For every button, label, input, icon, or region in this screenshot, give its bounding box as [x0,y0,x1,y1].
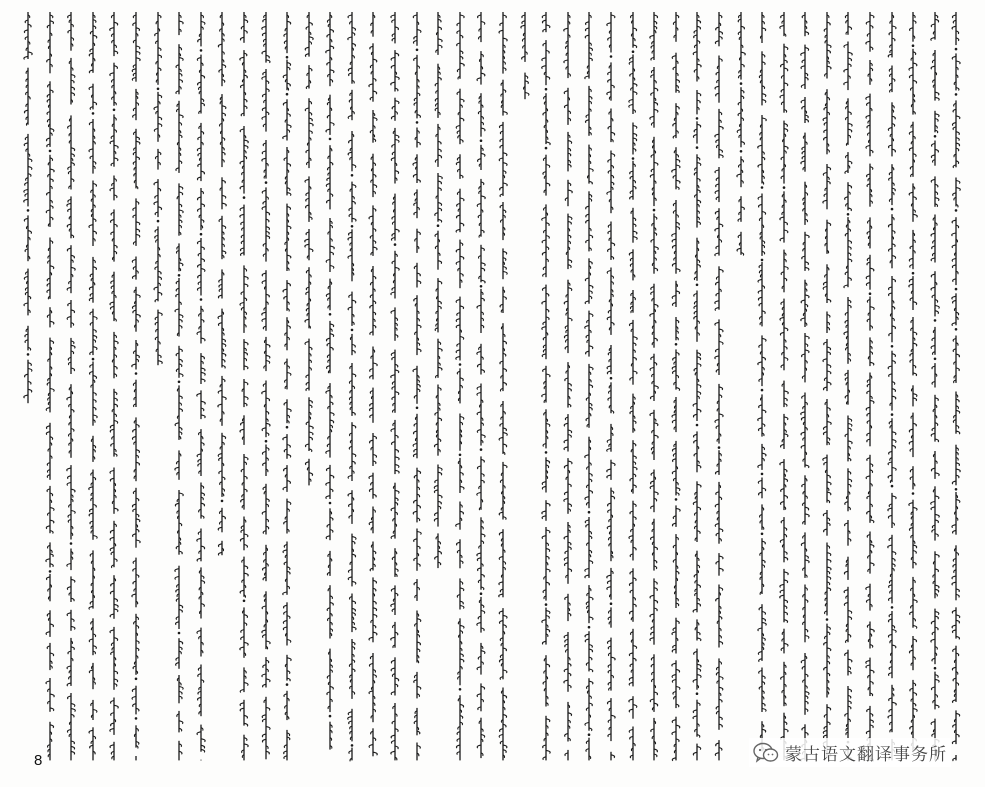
text-column [411,8,423,778]
wechat-icon [753,742,779,764]
text-column [44,8,56,778]
text-column [324,8,336,778]
page-number: 8 [34,752,43,769]
text-column [799,8,811,778]
mongolian-text-columns [22,8,972,778]
text-column [605,8,617,778]
text-column [540,8,552,778]
text-column [821,8,833,778]
text-column [583,8,595,778]
text-column [735,8,747,778]
text-column [22,8,34,778]
text-column [562,8,574,778]
text-column [65,8,77,778]
text-column [303,8,315,778]
watermark [749,738,951,767]
text-column [216,8,228,778]
text-column [346,8,358,778]
text-column [713,8,725,778]
text-column [950,8,962,778]
text-column [497,8,509,778]
text-column [842,8,854,778]
text-column [886,8,898,778]
text-column [475,8,487,778]
text-column [627,8,639,778]
text-column [691,8,703,778]
text-column [238,8,250,778]
text-column [281,8,293,778]
text-column [756,8,768,778]
text-column [87,8,99,778]
text-column [907,8,919,778]
text-column [454,8,466,778]
text-column [389,8,401,778]
text-column [130,8,142,778]
text-column [173,8,185,778]
text-column [195,8,207,778]
text-column [648,8,660,778]
text-column [864,8,876,778]
text-column [929,8,941,778]
text-column [670,8,682,778]
text-column [519,8,531,778]
text-column [367,8,379,778]
text-column [152,8,164,778]
text-column [108,8,120,778]
text-column [778,8,790,778]
watermark-text: 蒙古语文翻译事务所 [785,745,947,765]
text-column [260,8,272,778]
text-column [432,8,444,778]
